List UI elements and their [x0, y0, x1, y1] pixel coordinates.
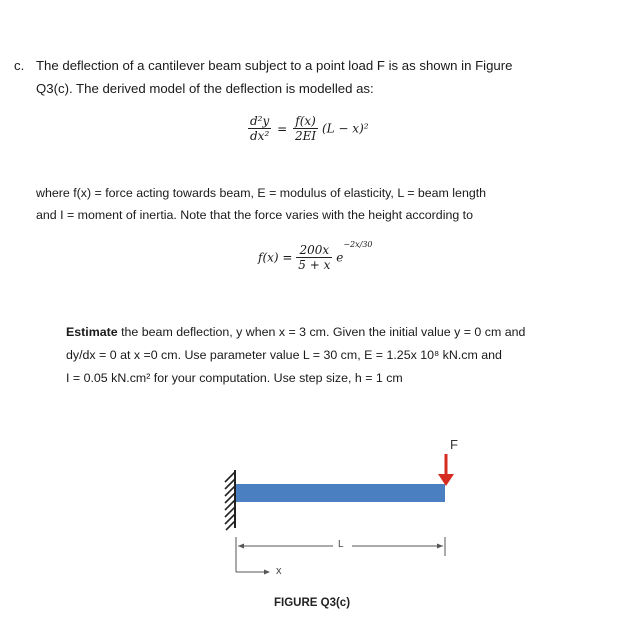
figure-caption: FIGURE Q3(c) — [274, 597, 351, 609]
rhs-tail: (L − x)² — [321, 121, 369, 136]
load-label: F — [450, 437, 458, 452]
definitions-line2: and I = moment of inertia. Note that the force varies with the height according to — [36, 208, 474, 222]
force-denominator: 5 + x — [298, 258, 331, 272]
task-line3: I = 0.05 kN.cm² for your computation. Use step size, h = 1 cm — [66, 371, 403, 385]
task-line1-rest: the beam deflection, y when x = 3 cm. Given the initial value y = 0 cm and — [117, 325, 526, 339]
lhs-denominator: dx² — [250, 129, 270, 143]
question-intro-line1: The deflection of a cantilever beam subject to a point load F is as shown in Figure — [36, 58, 513, 73]
length-label: L — [338, 539, 344, 550]
force-lhs: f(x) = — [258, 250, 293, 265]
x-axis-label: x — [276, 565, 282, 577]
lhs-numerator: d²y — [250, 114, 270, 128]
beam — [236, 484, 445, 502]
equals-sign: = — [277, 121, 288, 136]
rhs-denominator: 2EI — [295, 129, 317, 143]
wall-hatching — [225, 472, 235, 530]
definitions-line1: where f(x) = force acting towards beam, E = modulus of elasticity, L = beam length — [36, 186, 487, 200]
exp-power: −2x/30 — [343, 240, 373, 249]
rhs-numerator: f(x) — [293, 114, 318, 129]
dim-arrow-left — [238, 544, 244, 549]
task-bold-word: Estimate — [66, 325, 118, 339]
task-line2: dy/dx = 0 at x =0 cm. Use parameter value L = 30 cm, E = 1.25x 10⁸ kN.cm and — [66, 348, 502, 362]
exp-base: e — [336, 250, 344, 265]
x-axis-arrow — [264, 570, 270, 575]
dim-arrow-right — [437, 544, 443, 549]
question-intro-line2: Q3(c). The derived model of the deflection is modelled as: — [36, 81, 374, 96]
force-numerator: 200x — [296, 243, 332, 258]
question-label: c. — [14, 58, 25, 73]
